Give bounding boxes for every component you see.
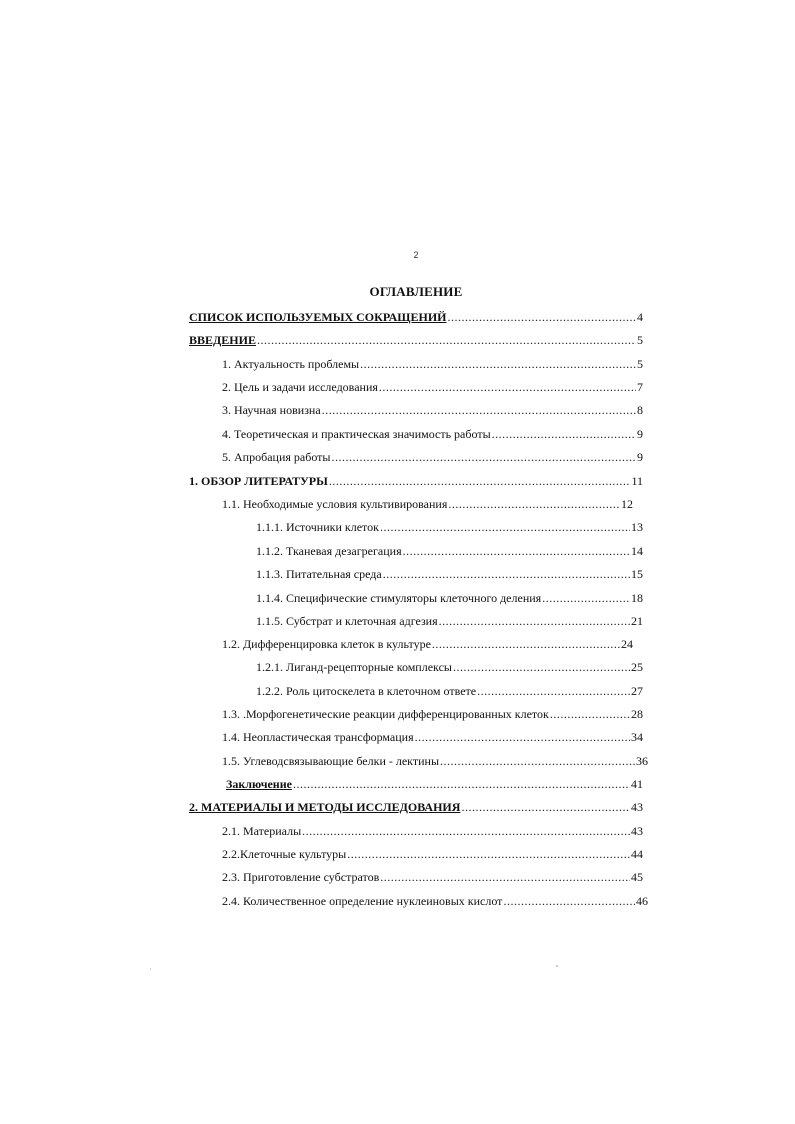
toc-leader (380, 519, 630, 535)
toc-entry-label: 1.2.1. Лиганд-рецепторные комплексы (256, 660, 452, 674)
toc-entry (256, 519, 643, 535)
toc-entry-page: 43 (631, 800, 643, 814)
toc-leader (542, 590, 630, 606)
toc-leader (432, 636, 620, 652)
toc-entry-page: 44 (631, 847, 643, 861)
toc-entry-page: 25 (631, 660, 643, 674)
toc-entry-page: 24 (621, 637, 633, 651)
toc-entry (222, 753, 648, 769)
toc-entry (189, 309, 643, 325)
toc-entry (222, 356, 643, 372)
toc-leader (550, 706, 630, 722)
toc-entry-label: 1. Актуальность проблемы (222, 357, 360, 371)
toc-entry-label: 2. Цель и задачи исследования (222, 380, 378, 394)
toc-leader (448, 496, 620, 512)
toc-leader (448, 309, 637, 325)
toc-leader (440, 753, 635, 769)
toc-leader (503, 893, 635, 909)
toc-entry-page: 28 (631, 707, 643, 721)
toc-entry (222, 636, 633, 652)
toc-entry-label: 1.4. Неопластическая трансформация (222, 730, 414, 744)
toc-entry-label: 1.2.2. Роль цитоскелета в клеточном ответе (256, 684, 477, 698)
toc-entry (222, 426, 643, 442)
toc-leader (383, 566, 630, 582)
toc-entry (256, 543, 643, 559)
toc-entry-label: 1.5. Углеводсвязывающие белки - лектины (222, 754, 440, 768)
toc-entry-label: 2.3. Приготовление субстратов (222, 870, 380, 884)
toc-entry-page: 18 (631, 591, 643, 605)
toc-leader (360, 356, 636, 372)
scan-speck (556, 965, 558, 967)
toc-title: ОГЛАВЛЕНИЕ (369, 284, 463, 299)
toc-entry (222, 402, 643, 418)
toc-entry-label: 1.1.5. Субстрат и клеточная адгезия (256, 614, 438, 628)
toc-entry-page: 5 (637, 333, 643, 347)
toc-leader (403, 543, 630, 559)
toc-entry-page: 34 (631, 730, 643, 744)
toc-entry-label: 1.2. Дифференцировка клеток в культуре (222, 637, 431, 651)
toc-entry-page: 45 (631, 870, 643, 884)
toc-leader (461, 799, 630, 815)
toc-entry (256, 683, 643, 699)
toc-leader (257, 332, 636, 348)
toc-entry-label: 4. Теоретическая и практическая значимость работы (222, 427, 491, 441)
toc-entry-label: 1. ОБЗОР ЛИТЕРАТУРЫ (189, 474, 328, 488)
page-number: 2 (413, 250, 419, 260)
toc-leader (453, 659, 630, 675)
toc-entry-page: 7 (637, 380, 643, 394)
toc-entry-label: 1.1.1. Источники клеток (256, 520, 379, 534)
toc-leader (302, 823, 630, 839)
toc-entry-page: 43 (631, 824, 643, 838)
toc-entry-page: 36 (636, 754, 648, 768)
toc-leader (293, 776, 630, 792)
toc-entry (222, 869, 643, 885)
toc-entry-label: Заключение (226, 777, 292, 791)
toc-entry (222, 846, 643, 862)
toc-entry (222, 706, 643, 722)
toc-entry-page: 13 (631, 520, 643, 534)
toc-entry (256, 590, 643, 606)
toc-entry (189, 799, 643, 815)
toc-leader (347, 846, 630, 862)
toc-leader (322, 402, 636, 418)
toc-entry-label: ВВЕДЕНИЕ (189, 333, 256, 347)
toc-entry-label: СПИСОК ИСПОЛЬЗУЕМЫХ СОКРАЩЕНИЙ (189, 310, 447, 324)
toc-entry (256, 613, 643, 629)
toc-entry-label: 1.3. .Морфогенетические реакции дифференцированных клеток (222, 707, 549, 721)
toc-entry-label: 2.2.Клеточные культуры (222, 847, 347, 861)
toc-entry (256, 566, 643, 582)
toc-entry-label: 2.1. Материалы (222, 824, 302, 838)
toc-leader (477, 683, 630, 699)
toc-entry-page: 41 (631, 777, 643, 791)
toc-entry-page: 21 (631, 614, 643, 628)
toc-entry-label: 1.1.4. Специфические стимуляторы клеточного деления (256, 591, 542, 605)
toc-entry (189, 332, 643, 348)
toc-entry-page: 14 (631, 544, 643, 558)
toc-entry-label: 1.1.2. Тканевая дезагрегация (256, 544, 402, 558)
toc-entry (222, 729, 643, 745)
toc-entry (226, 776, 643, 792)
toc-leader (439, 613, 630, 629)
toc-entry-page: 27 (631, 684, 643, 698)
toc-entry-label: 5. Апробация работы (222, 450, 331, 464)
toc-entry (222, 379, 643, 395)
toc-entry-page: 8 (637, 403, 643, 417)
toc-leader (380, 869, 630, 885)
toc-entry (222, 496, 633, 512)
toc-entry-label: 2.4. Количественное определение нуклеиновых кислот (222, 894, 503, 908)
toc-leader (415, 729, 630, 745)
toc-entry (189, 473, 643, 489)
toc-entry (256, 659, 643, 675)
toc-entry-page: 9 (637, 450, 643, 464)
toc-entry (222, 893, 648, 909)
toc-entry-label: 1.1. Необходимые условия культивирования (222, 497, 448, 511)
toc-leader (379, 379, 636, 395)
toc-leader (331, 449, 636, 465)
toc-entry-page: 9 (637, 427, 643, 441)
toc-entry-label: 2. МАТЕРИАЛЫ И МЕТОДЫ ИССЛЕДОВАНИЯ (189, 800, 461, 814)
toc-entry-label: 3. Научная новизна (222, 403, 321, 417)
toc-entry-page: 12 (621, 497, 633, 511)
toc-entry-page: 4 (637, 310, 643, 324)
toc-leader (329, 473, 631, 489)
toc-entry-page: 11 (631, 474, 643, 488)
toc-entry-label: 1.1.3. Питательная среда (256, 567, 382, 581)
toc-entry-page: 46 (636, 894, 648, 908)
scan-speck (150, 968, 151, 970)
toc-entry-page: 15 (631, 567, 643, 581)
toc-entry-page: 5 (637, 357, 643, 371)
toc-entry (222, 823, 643, 839)
toc-leader (492, 426, 636, 442)
toc-entry (222, 449, 643, 465)
